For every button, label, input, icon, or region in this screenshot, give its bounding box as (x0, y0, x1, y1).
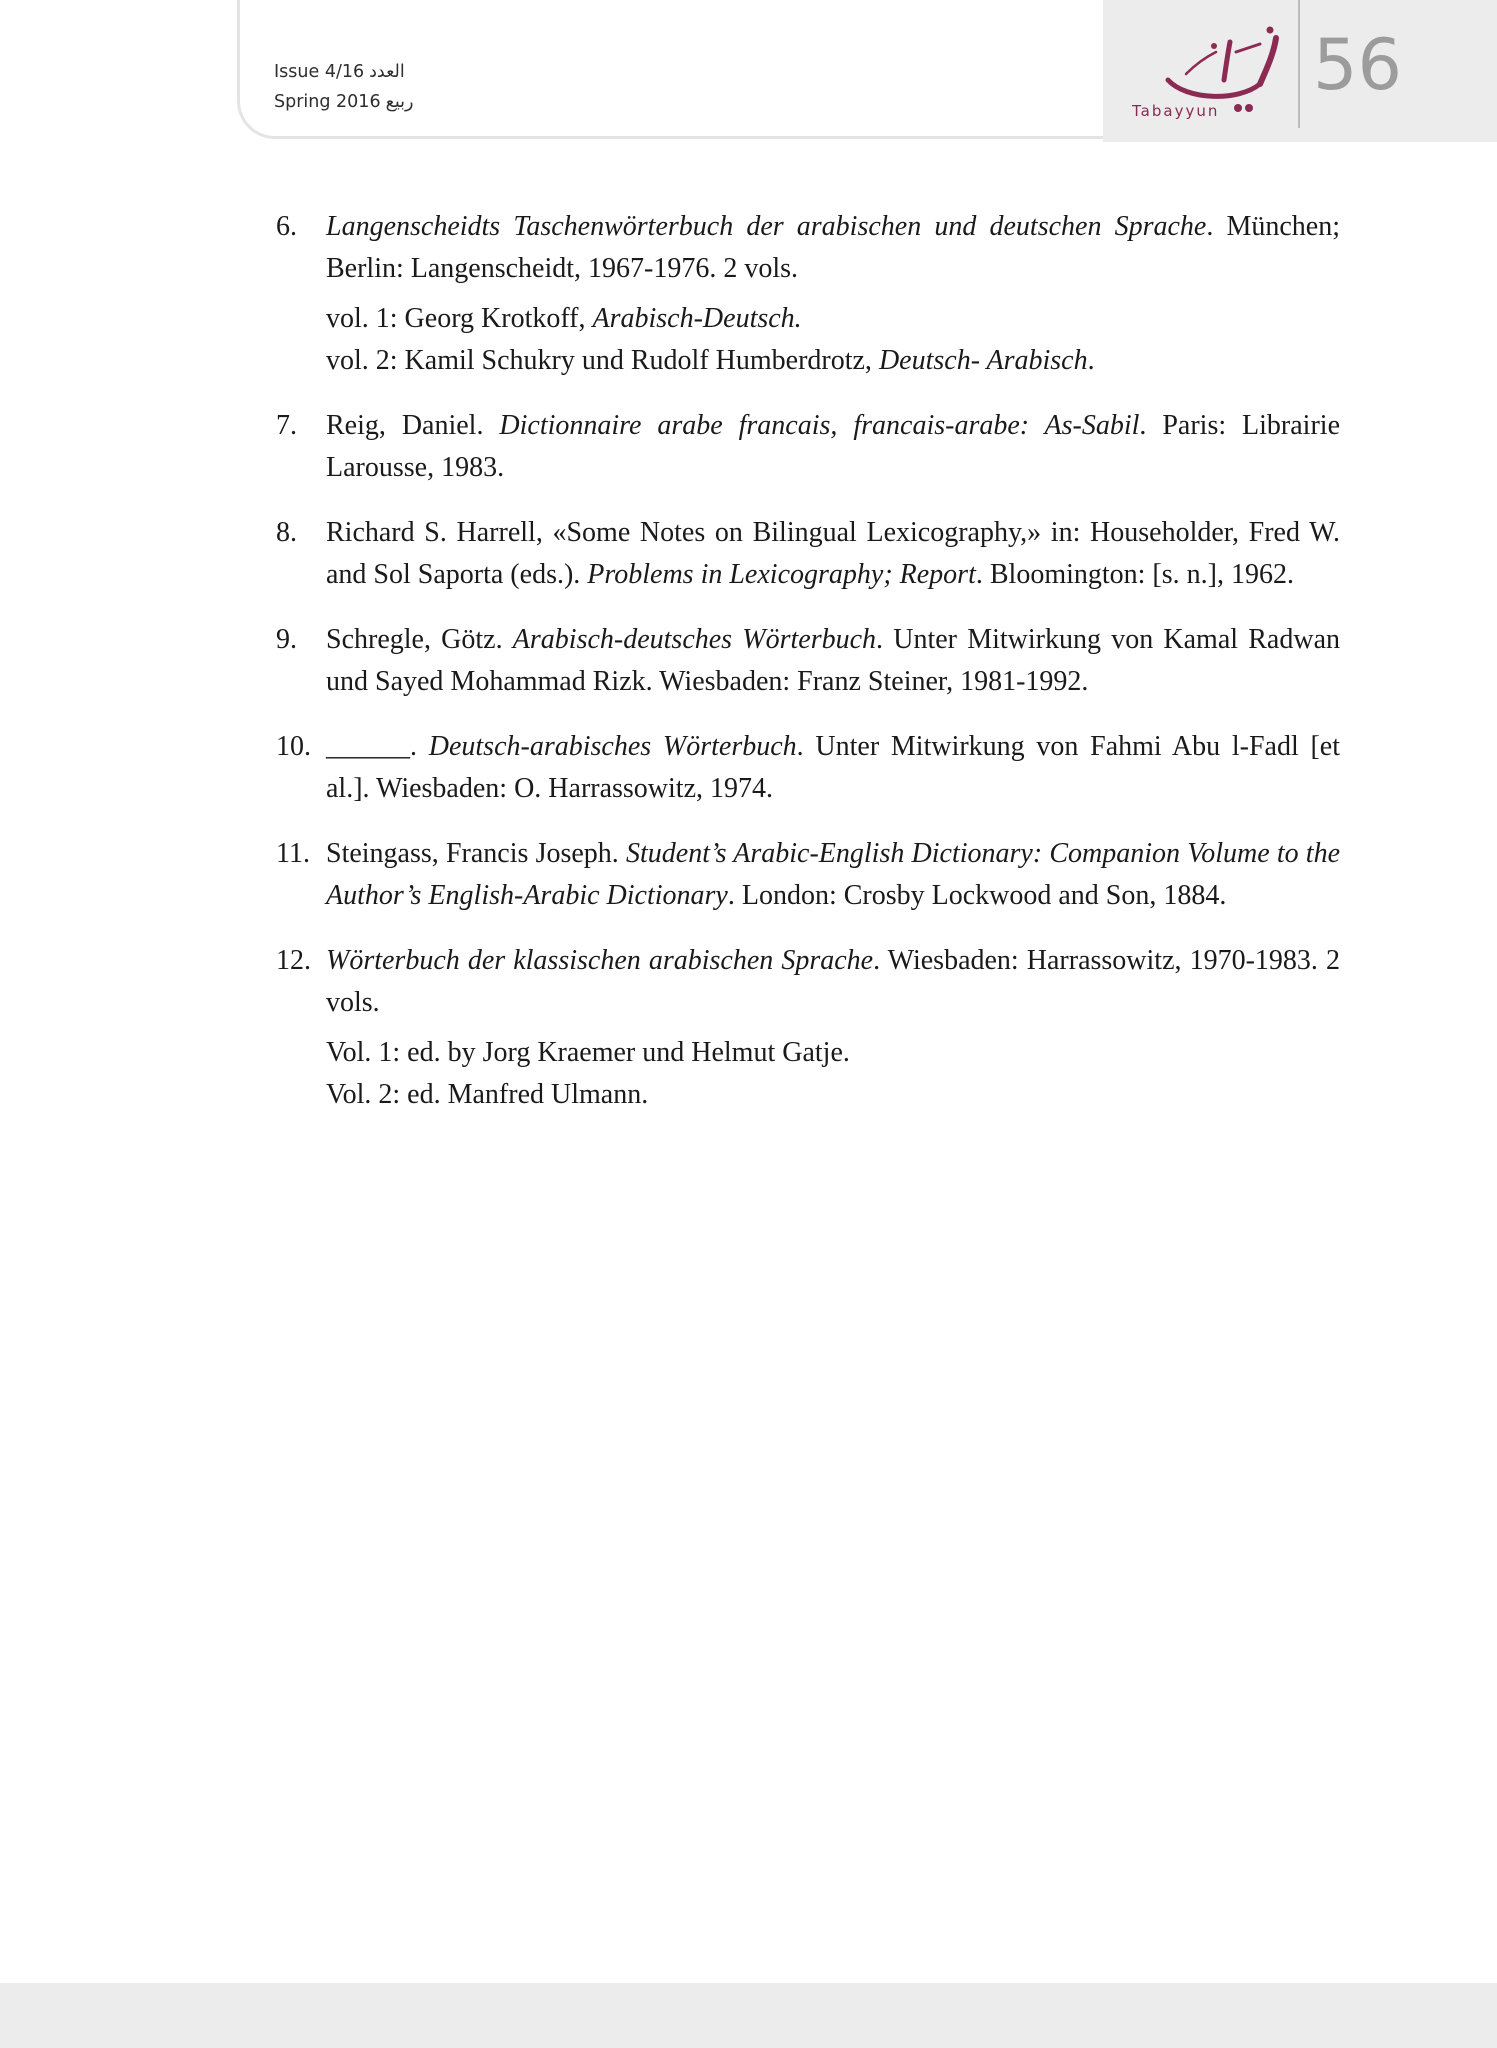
reference-text (326, 512, 1340, 596)
page-number: 56 (1313, 24, 1403, 106)
reference-text (326, 833, 1340, 917)
reference-list (276, 206, 1340, 1139)
reference-number: 9. (276, 624, 297, 655)
issue-label: Issue 4/16 (274, 62, 365, 82)
reference-number: 10. (276, 731, 311, 762)
reference-text (326, 206, 1340, 290)
header-divider (1298, 0, 1300, 128)
reference-publication: . Unter Mitwirkung von Fahmi Abu l-Fadl [et al.]. Wiesbaden: O. Harrassowitz, 1974. (326, 731, 1341, 804)
reference-title: Student’s Arabic-English Dictionary: Companion Volume to the Author’s English-Arabic Dictionary (326, 838, 1340, 911)
volume-text: vol. 1: Georg Krotkoff, (326, 303, 593, 334)
reference-author: Reig, Daniel. (326, 410, 500, 441)
issue-label-arabic: العدد (369, 62, 405, 82)
reference-author: Richard S. Harrell, «Some Notes on Bilingual Lexicography,» in: Householder, Fred W. and Sol Saporta (eds.). (326, 517, 1340, 590)
volume-text: Vol. 2: ed. Manfred Ulmann. (326, 1079, 649, 1110)
reference-item (276, 512, 1340, 596)
reference-number: 8. (276, 517, 297, 548)
season-line (274, 87, 414, 117)
reference-text (326, 940, 1340, 1024)
reference-title: Problems in Lexicography; Report (587, 559, 976, 590)
reference-title: Deutsch-arabisches Wörterbuch (428, 731, 797, 762)
reference-publication: . Unter Mitwirkung von Kamal Radwan und Sayed Mohammad Rizk. Wiesbaden: Franz Steiner, 1981-1992. (326, 624, 1340, 697)
reference-publication: . London: Crosby Lockwood and Son, 1884. (727, 880, 1227, 911)
issue-line (274, 57, 414, 87)
reference-volume-line (326, 298, 1340, 340)
reference-item (276, 619, 1340, 703)
reference-number: 11. (276, 838, 310, 869)
reference-text (326, 405, 1340, 489)
reference-item (276, 206, 1340, 382)
reference-item (276, 940, 1340, 1116)
season-label-arabic: ربيع (385, 92, 414, 112)
reference-author: ______. (326, 731, 429, 762)
issue-info (274, 57, 414, 117)
reference-text (326, 619, 1340, 703)
reference-volume-line (326, 1032, 1340, 1074)
season-label: Spring 2016 (274, 92, 381, 112)
reference-number: 12. (276, 945, 311, 976)
reference-volume-line (326, 340, 1340, 382)
reference-publication: . Wiesbaden: Harrassowitz, 1970-1983. 2 vols. (326, 945, 1340, 1018)
reference-item (276, 833, 1340, 917)
reference-title: Arabisch-deutsches Wörterbuch (512, 624, 877, 655)
volume-text: Vol. 1: ed. by Jorg Kraemer und Helmut Gatje. (326, 1037, 850, 1068)
reference-title: Wörterbuch der klassischen arabischen Sprache (326, 945, 874, 976)
reference-text (326, 726, 1340, 810)
reference-item (276, 405, 1340, 489)
reference-author: Steingass, Francis Joseph. (326, 838, 626, 869)
volume-title: Deutsch- Arabisch (878, 345, 1088, 376)
reference-volume-line (326, 1074, 1340, 1116)
logo-caption: Tabayyun (1132, 102, 1220, 120)
reference-publication: . München; Berlin: Langenscheidt, 1967-1976. 2 vols. (326, 211, 1341, 284)
reference-item (276, 726, 1340, 810)
reference-author: Schregle, Götz. (326, 624, 513, 655)
reference-number: 6. (276, 211, 297, 242)
reference-publication: . Bloomington: [s. n.], 1962. (975, 559, 1294, 590)
reference-volumes (326, 298, 1340, 382)
volume-title: Arabisch-Deutsch. (592, 303, 802, 334)
reference-number: 7. (276, 410, 297, 441)
volume-text: vol. 2: Kamil Schukry und Rudolf Humberdrotz, (326, 345, 879, 376)
volume-punctuation: . (1087, 345, 1095, 376)
reference-publication: . Paris: Librairie Larousse, 1983. (326, 410, 1340, 483)
reference-title: Langenscheidts Taschenwörterbuch der arabischen und deutschen Sprache (326, 211, 1207, 242)
reference-volumes (326, 1032, 1340, 1116)
footer-band (0, 1983, 1497, 2048)
reference-title: Dictionnaire arabe francais, francais-arabe: As-Sabil (499, 410, 1140, 441)
